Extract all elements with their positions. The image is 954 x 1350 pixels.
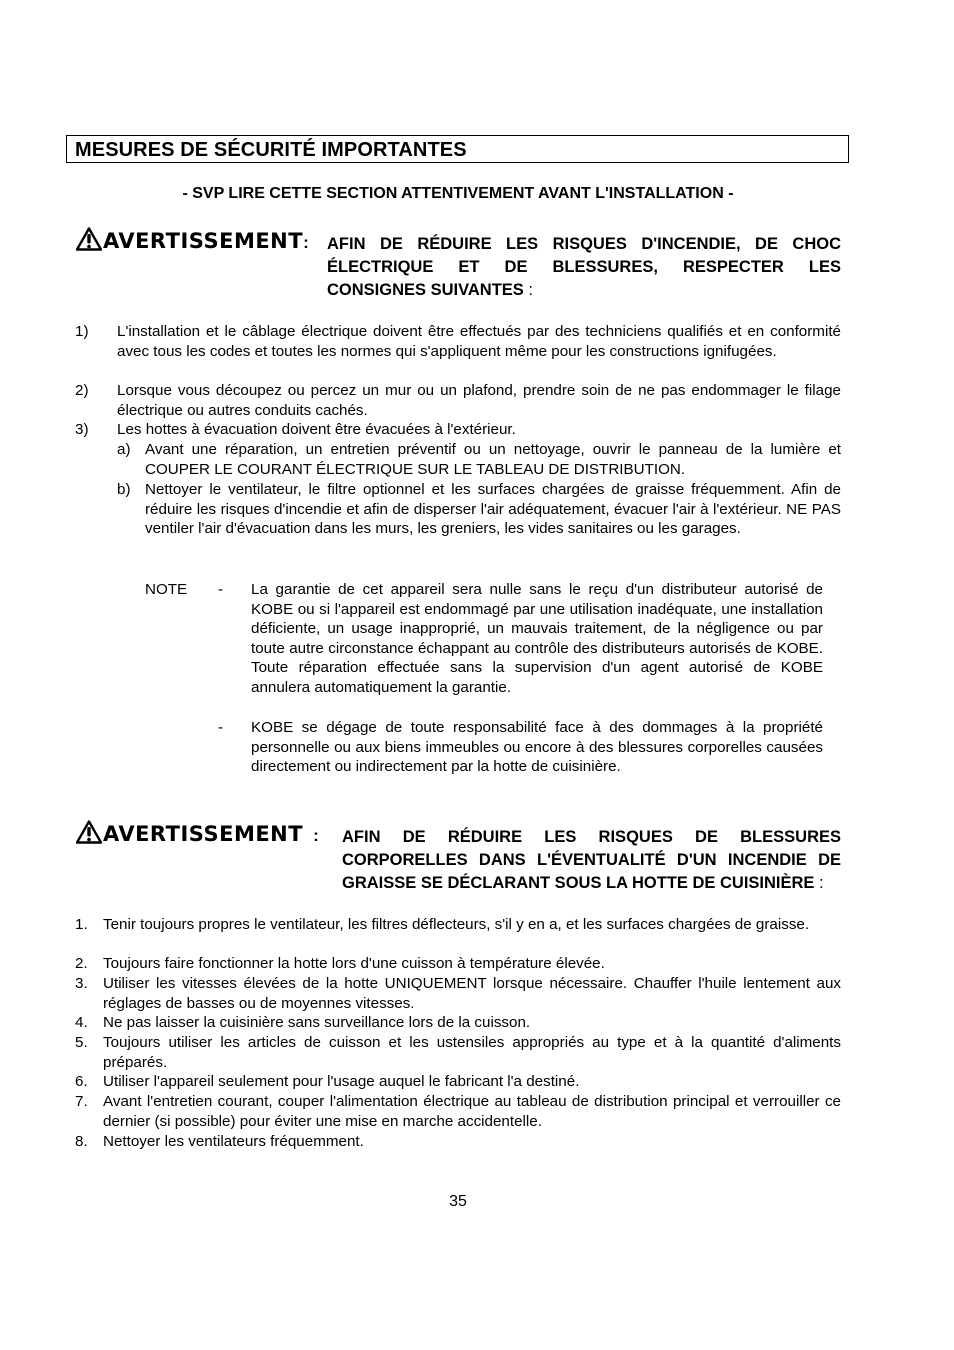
list-item: L'installation et le câblage électrique doivent être effectués par des techniciens qualifiés et en conformité avec tous les codes et toutes les normes qui s'appliquent même pour les constructions ignifugées. xyxy=(117,323,841,360)
list-item-number: 8. xyxy=(75,1133,88,1150)
note-item: KOBE se dégage de toute responsabilité face à des dommages à la propriété personnelle ou aux biens immeubles ou encore à des blessures corporelles causées directement ou indirectement par la hotte de cuisinière. xyxy=(251,719,823,776)
section-title: MESURES DE SÉCURITÉ IMPORTANTES xyxy=(75,139,467,161)
warning-triangle-icon xyxy=(76,820,102,849)
list-item: Toujours utiliser les articles de cuisson et les ustensiles appropriés au type et à la quantité d'aliments préparés. xyxy=(103,1034,841,1071)
list-item-number: 2. xyxy=(75,955,88,972)
list-item-number: 3) xyxy=(75,421,89,438)
note-label: NOTE xyxy=(145,581,188,598)
list-item: Ne pas laisser la cuisinière sans surveillance lors de la cuisson. xyxy=(103,1014,531,1031)
warning-label-1 xyxy=(76,227,309,256)
warning-label-text: AVERTISSEMENT xyxy=(103,229,304,253)
sublist-item-letter: a) xyxy=(117,441,131,458)
list-item-number: 6. xyxy=(75,1073,88,1090)
list-item-number: 2) xyxy=(75,382,89,399)
warning-tail: : xyxy=(814,874,824,892)
warning-label-2 xyxy=(76,820,319,849)
sublist-item-letter: b) xyxy=(117,481,131,498)
list-item: Tenir toujours propres le ventilateur, les filtres déflecteurs, s'il y en a, et les surfaces chargées de graisse. xyxy=(103,916,810,933)
warning-message: AFIN DE RÉDUIRE LES RISQUES D'INCENDIE, DE CHOC ÉLECTRIQUE ET DE BLESSURES, RESPECTER LES CONSIGNES SUIVANTES xyxy=(327,235,841,299)
sublist-item: Avant une réparation, un entretien préventif ou un nettoyage, ouvrir le panneau de la lumière et COUPER LE COURANT ÉLECTRIQUE SUR LE TABLEAU DE DISTRIBUTION. xyxy=(145,441,841,478)
note-item: La garantie de cet appareil sera nulle sans le reçu d'un distributeur autorisé de KOBE ou si l'appareil est endommagé par une utilisation inadéquate, une installation déficiente, un usage inapproprié, un mauvais traitement, de la négligence ou par toute autre circonstance échappant au contrôle des distributeurs autorisés de KOBE. Toute réparation effectuée sans la supervision d'un agent autorisé de KOBE annulera automatiquement la garantie. xyxy=(251,581,823,696)
list-item: Les hottes à évacuation doivent être évacuées à l'extérieur. xyxy=(117,421,516,438)
note-dash: - xyxy=(218,719,224,736)
list-item-number: 4. xyxy=(75,1014,88,1031)
list-item: Utiliser l'appareil seulement pour l'usage auquel le fabricant l'a destiné. xyxy=(103,1073,580,1090)
warning-colon: : xyxy=(313,826,320,845)
sublist-item: Nettoyer le ventilateur, le filtre optionnel et les surfaces chargées de graisse fréquemment. Afin de réduire les risques d'incendie et afin de disperser l'air adéquatement, évacuer l'air à l'extérieur. NE PAS ventiler l'air d'évacuation dans les murs, les greniers, les vides sanitaires ou les garages. xyxy=(145,481,841,538)
list-item-number: 3. xyxy=(75,975,88,992)
list-item-number: 5. xyxy=(75,1034,88,1051)
list-item-number: 7. xyxy=(75,1093,88,1110)
subtitle: - SVP LIRE CETTE SECTION ATTENTIVEMENT AVANT L'INSTALLATION - xyxy=(182,185,734,202)
warning-triangle-icon xyxy=(76,227,102,256)
list-item-number: 1. xyxy=(75,916,88,933)
section-title-box xyxy=(66,135,849,163)
warning-message: AFIN DE RÉDUIRE LES RISQUES DE BLESSURES CORPORELLES DANS L'ÉVENTUALITÉ D'UN INCENDIE DE GRAISSE SE DÉCLARANT SOUS LA HOTTE DE CUISINIÈRE xyxy=(342,828,841,892)
note-dash: - xyxy=(218,581,224,598)
list-item: Toujours faire fonctionner la hotte lors d'une cuisson à température élevée. xyxy=(103,955,605,972)
warning-colon: : xyxy=(303,233,310,252)
warning-label-text: AVERTISSEMENT xyxy=(103,822,304,846)
warning-tail: : xyxy=(523,281,533,299)
page-number: 35 xyxy=(449,1193,467,1210)
list-item: Nettoyer les ventilateurs fréquemment. xyxy=(103,1133,364,1150)
list-item: Lorsque vous découpez ou percez un mur ou un plafond, prendre soin de ne pas endommager le filage électrique ou autres conduits cachés. xyxy=(117,382,841,419)
warning-text-2 xyxy=(342,826,841,895)
list-item: Utiliser les vitesses élevées de la hotte UNIQUEMENT lorsque nécessaire. Chauffer l'huile lentement aux réglages de basses ou de moyennes vitesses. xyxy=(103,975,841,1012)
list-item: Avant l'entretien courant, couper l'alimentation électrique au tableau de distribution principal et verrouiller ce dernier (si possible) pour éviter une mise en marche accidentelle. xyxy=(103,1093,841,1130)
warning-text-1 xyxy=(327,233,841,302)
list-item-number: 1) xyxy=(75,323,89,340)
